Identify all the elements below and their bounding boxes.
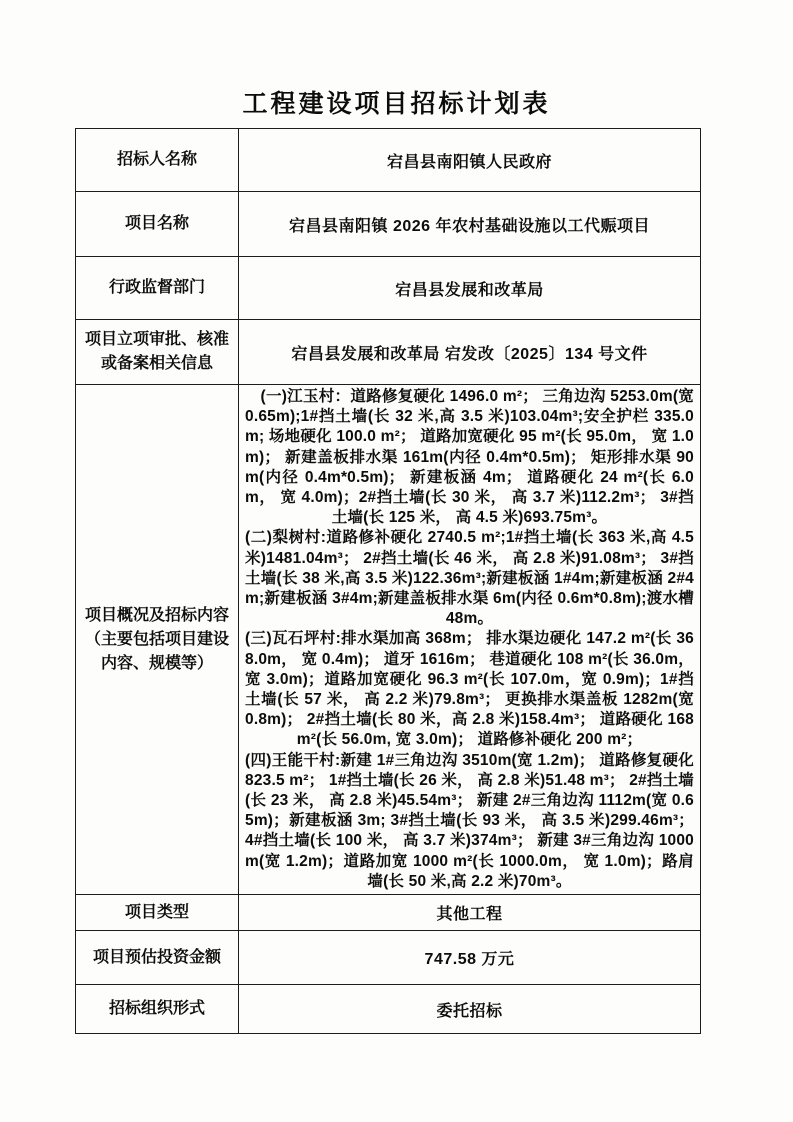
row-value-supervising-dept: 宕昌县发展和改革局	[239, 257, 701, 320]
page-title: 工程建设项目招标计划表	[242, 90, 551, 118]
overview-paragraph-village-4: (四)王能干村:新建 1#三角边沟 3510m(宽 1.2m)； 道路修复硬化 823.5 m²； 1#挡土墙(长 26 米， 高 2.8 米)51.48 m³； 2#挡土墙(长 23 米， 高 2.8 米)45.54m³； 新建 2#三角边沟 1112m(宽 0.65m)；新建板涵 3m; 3#挡土墙(长 93 米， 高 3.5 米)299.46m³； 4#挡土墙(长 100 米， 高 3.7 米)374m³； 新建 3#三角边沟 1000m(宽 1.2m)；道路加宽 1000 m²(长 1000.0m， 宽 1.0m)；路肩墙(长 50 米,高 2.2 米)70m³。	[245, 751, 694, 890]
bidding-plan-table	[75, 128, 701, 1034]
row-label-estimated-investment: 项目预估投资金额	[76, 931, 239, 985]
table-row	[76, 385, 701, 895]
row-value-project-overview	[239, 385, 701, 895]
row-label-bidding-organization-form: 招标组织形式	[76, 985, 239, 1034]
overview-paragraph-village-1: (一)江玉村：道路修复硬化 1496.0 m²； 三角边沟 5253.0m(宽 0.65m);1#挡土墙(长 32 米,高 3.5 米)103.04m³;安全护栏 335.0m; 场地硬化 100.0 m²； 道路加宽硬化 95 m²(长 95.0m， 宽 1.0m)； 新建盖板排水渠 161m(内径 0.4m*0.5m)； 矩形排水渠 90m(内径 0.4m*0.5m)； 新建板涵 4m； 道路硬化 24 m²(长 6.0m， 宽 4.0m)；2#挡土墙(长 30 米， 高 3.7 米)112.2m³； 3#挡土墙(长 125 米， 高 4.5 米)693.75m³。	[245, 388, 694, 527]
table-row	[76, 129, 701, 192]
table-row	[76, 931, 701, 985]
table-row	[76, 895, 701, 931]
row-label-bidder-name: 招标人名称	[76, 129, 239, 192]
row-label-project-overview: 项目概况及招标内容（主要包括项目建设内容、规模等）	[76, 385, 239, 895]
table-row	[76, 192, 701, 257]
row-value-project-name: 宕昌县南阳镇 2026 年农村基础设施以工代赈项目	[239, 192, 701, 257]
table-row	[76, 320, 701, 385]
row-value-estimated-investment: 747.58 万元	[239, 931, 701, 985]
row-label-project-name: 项目名称	[76, 192, 239, 257]
row-value-project-type: 其他工程	[239, 895, 701, 931]
overview-paragraph-village-2: (二)梨树村:道路修补硬化 2740.5 m²;1#挡土墙(长 363 米,高 4.5 米)1481.04m³； 2#挡土墙(长 46 米， 高 2.8 米)91.08m³； 3#挡土墙(长 38 米,高 3.5 米)122.36m³;新建板涵 1#4m;新建板涵 2#4m;新建板涵 3#4m;新建盖板排水渠 6m(内径 0.6m*0.8m);渡水槽 48m。	[245, 529, 694, 628]
row-value-approval-info: 宕昌县发展和改革局 宕发改〔2025〕134 号文件	[239, 320, 701, 385]
overview-paragraph-village-3: (三)瓦石坪村:排水渠加高 368m； 排水渠边硬化 147.2 m²(长 368.0m， 宽 0.4m)； 道牙 1616m； 巷道硬化 108 m²(长 36.0m， 宽 3.0m)；道路加宽硬化 96.3 m²(长 107.0m，宽 0.9m)；1#挡土墙(长 57 米， 高 2.2 米)79.8m³； 更换排水渠盖板 1282m(宽 0.8m)； 2#挡土墙(长 80 米，高 2.8 米)158.4m³； 道路硬化 168 m²(长 56.0m, 宽 3.0m)； 道路修补硬化 200 m²；	[245, 630, 694, 749]
row-label-approval-info: 项目立项审批、核准或备案相关信息	[76, 320, 239, 385]
table-row	[76, 257, 701, 320]
row-value-bidder-name: 宕昌县南阳镇人民政府	[239, 129, 701, 192]
row-label-supervising-dept: 行政监督部门	[76, 257, 239, 320]
row-value-bidding-organization-form: 委托招标	[239, 985, 701, 1034]
table-row	[76, 985, 701, 1034]
row-label-project-type: 项目类型	[76, 895, 239, 931]
